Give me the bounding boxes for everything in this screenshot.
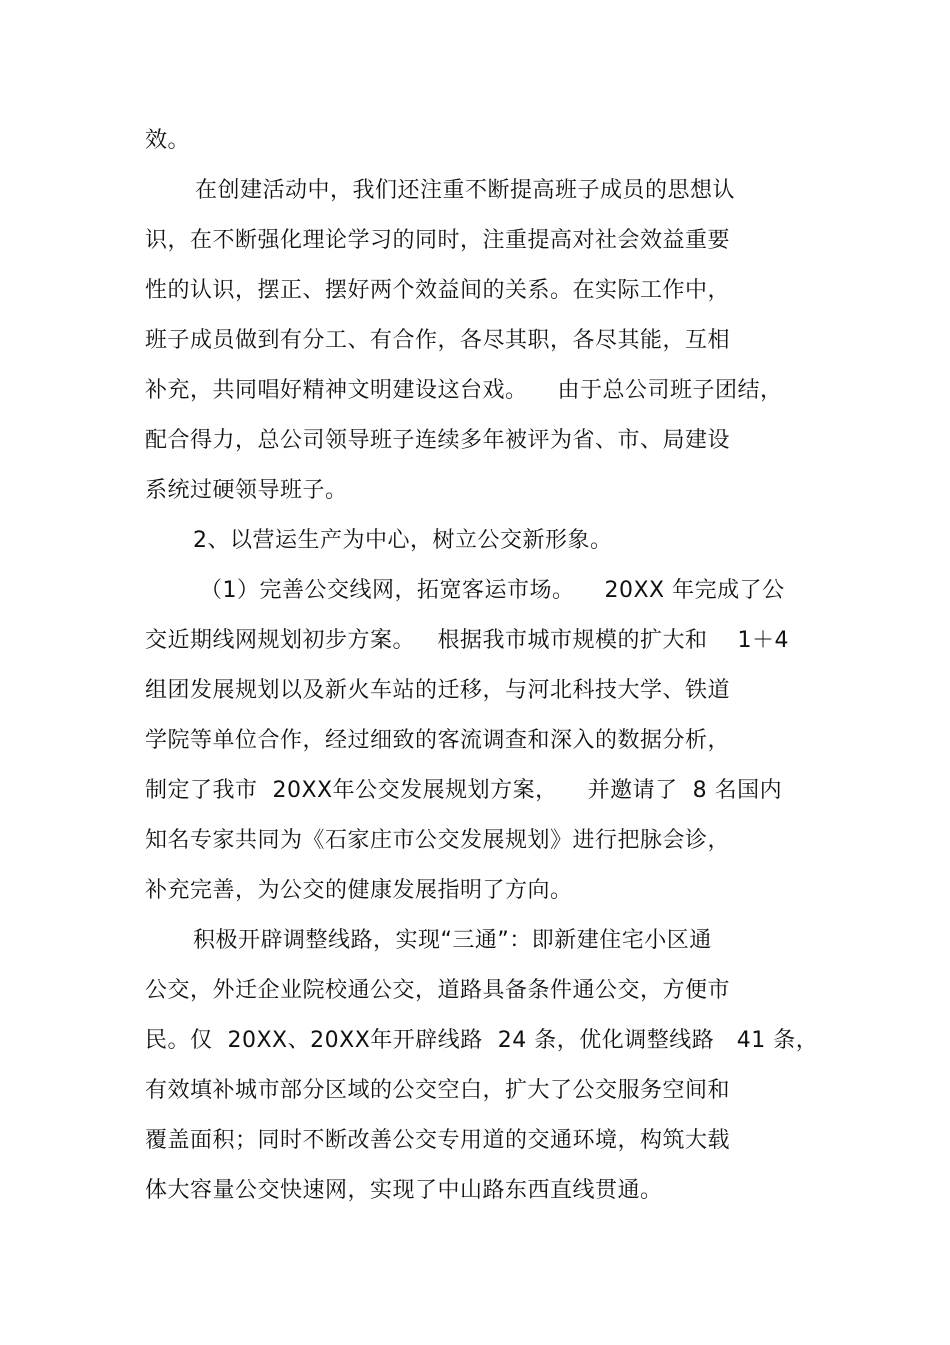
text-line: 交近期线网规划初步方案。 根据我市城市规模的扩大和 1＋4 [145,628,789,653]
text-line: 学院等单位合作，经过细致的客流调查和深入的数据分析， [145,728,731,753]
subsection-heading-line: （1）完善公交线网，拓宽客运市场。 20XX 年完成了公 [200,578,785,603]
text-line: 体大容量公交快速网，实现了中山路东西直线贯通。 [145,1178,663,1203]
text-line: 制定了我市 20XX年公交发展规划方案， 并邀请了 8 名国内 [145,778,783,803]
text-line: 公交，外迁企业院校通公交，道路具备条件通公交，方便市 [145,978,731,1003]
text-line: 民。仅 20XX、20XX年开辟线路 24 条，优化调整线路 41 条， [145,1028,819,1053]
text-line: 系统过硬领导班子。 [145,478,348,503]
text-line: 班子成员做到有分工、有合作，各尽其职，各尽其能，互相 [145,328,731,353]
text-line: 配合得力，总公司领导班子连续多年被评为省、市、局建设 [145,428,731,453]
paragraph-start-line: 积极开辟调整线路，实现“三通”：即新建住宅小区通 [193,928,712,953]
text-line: 补充，共同唱好精神文明建设这台戏。 由于总公司班子团结， [145,378,783,403]
paragraph-start-line: 在创建活动中，我们还注重不断提高班子成员的思想认 [195,178,736,203]
text-line: 识，在不断强化理论学习的同时，注重提高对社会效益重要 [145,228,731,253]
text-line: 组团发展规划以及新火车站的迁移，与河北科技大学、铁道 [145,678,731,703]
text-line: 效。 [145,128,191,153]
text-line: 知名专家共同为《石家庄市公交发展规划》进行把脉会诊， [145,828,731,853]
text-line: 补充完善，为公交的健康发展指明了方向。 [145,878,573,903]
text-line: 有效填补城市部分区域的公交空白，扩大了公交服务空间和 [145,1078,731,1103]
text-line: 覆盖面积；同时不断改善公交专用道的交通环境，构筑大载 [145,1128,731,1153]
section-heading: 2、以营运生产为中心，树立公交新形象。 [193,528,613,553]
text-line: 性的认识，摆正、摆好两个效益间的关系。在实际工作中， [145,278,731,303]
